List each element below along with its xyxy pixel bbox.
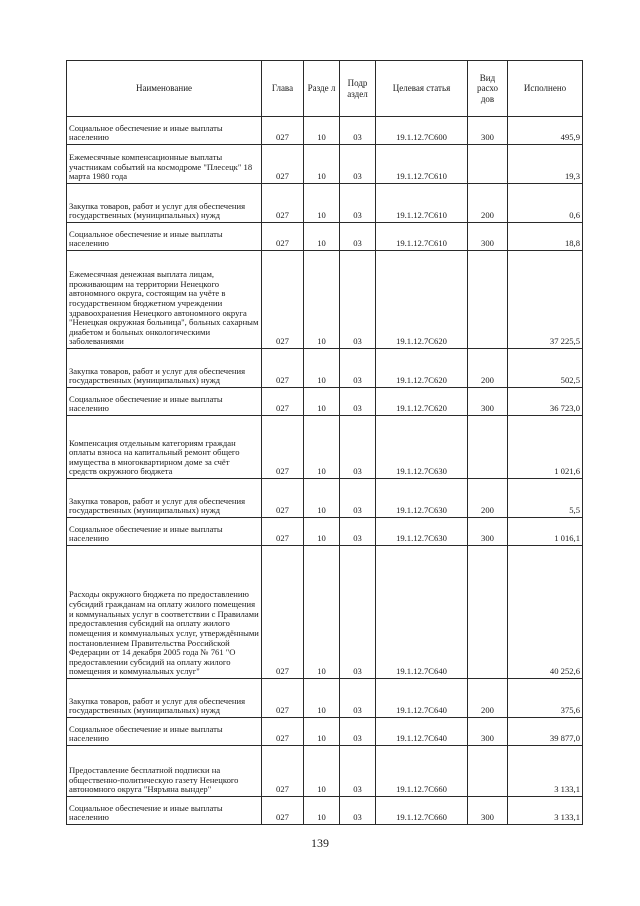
row-subsection: 03 <box>340 184 376 223</box>
table-row <box>67 184 583 223</box>
row-executed: 39 877,0 <box>508 718 583 746</box>
row-name: Предоставление бесплатной подписки на общественно-политическую газету Ненецкого автономного округа "Няръяна вындер" <box>67 746 262 797</box>
column-header-chapter: Глава <box>262 61 304 117</box>
row-executed: 36 723,0 <box>508 388 583 416</box>
row-chapter: 027 <box>262 746 304 797</box>
row-chapter: 027 <box>262 479 304 518</box>
row-type <box>468 145 508 184</box>
row-name: Закупка товаров, работ и услуг для обеспечения государственных (муниципальных) нужд <box>67 349 262 388</box>
row-type <box>468 746 508 797</box>
row-target: 19.1.12.7С660 <box>376 797 468 825</box>
row-chapter: 027 <box>262 251 304 349</box>
column-header-subsection: Подр аздел <box>340 61 376 117</box>
row-section: 10 <box>304 349 340 388</box>
row-chapter: 027 <box>262 679 304 718</box>
row-name: Социальное обеспечение и иные выплаты населению <box>67 223 262 251</box>
row-target: 19.1.12.7С640 <box>376 679 468 718</box>
row-target: 19.1.12.7С610 <box>376 145 468 184</box>
row-type: 300 <box>468 388 508 416</box>
row-subsection: 03 <box>340 145 376 184</box>
row-chapter: 027 <box>262 797 304 825</box>
row-name: Ежемесячная денежная выплата лицам, проживающим на территории Ненецкого автономного округа, состоящим на учёте в государственном бюджетном учреждении здравоохранения Ненецкого автономного округа "Ненецкая окружная больница", больных сахарным диабетом и больных онкологическими заболеваниями <box>67 251 262 349</box>
row-chapter: 027 <box>262 184 304 223</box>
row-section: 10 <box>304 546 340 679</box>
row-section: 10 <box>304 223 340 251</box>
row-executed: 495,9 <box>508 117 583 145</box>
row-executed: 1 021,6 <box>508 416 583 479</box>
row-target: 19.1.12.7С610 <box>376 184 468 223</box>
row-type: 300 <box>468 518 508 546</box>
row-executed: 40 252,6 <box>508 546 583 679</box>
row-executed: 375,6 <box>508 679 583 718</box>
row-executed: 18,8 <box>508 223 583 251</box>
row-chapter: 027 <box>262 518 304 546</box>
row-subsection: 03 <box>340 251 376 349</box>
row-chapter: 027 <box>262 349 304 388</box>
page-number: 139 <box>311 836 329 850</box>
row-subsection: 03 <box>340 223 376 251</box>
row-target: 19.1.12.7С640 <box>376 718 468 746</box>
row-type <box>468 251 508 349</box>
row-section: 10 <box>304 145 340 184</box>
column-header-executed: Исполнено <box>508 61 583 117</box>
row-subsection: 03 <box>340 718 376 746</box>
row-type <box>468 416 508 479</box>
row-subsection: 03 <box>340 117 376 145</box>
table-row <box>67 746 583 797</box>
table-row <box>67 679 583 718</box>
table-row <box>67 479 583 518</box>
row-name: Ежемесячные компенсационные выплаты участникам событий на космодроме "Плесецк" 18 марта 1980 года <box>67 145 262 184</box>
table-row <box>67 416 583 479</box>
row-type: 300 <box>468 117 508 145</box>
row-subsection: 03 <box>340 349 376 388</box>
row-chapter: 027 <box>262 416 304 479</box>
row-chapter: 027 <box>262 546 304 679</box>
row-target: 19.1.12.7С620 <box>376 349 468 388</box>
row-section: 10 <box>304 117 340 145</box>
row-subsection: 03 <box>340 797 376 825</box>
row-executed: 37 225,5 <box>508 251 583 349</box>
row-section: 10 <box>304 479 340 518</box>
row-subsection: 03 <box>340 416 376 479</box>
row-chapter: 027 <box>262 388 304 416</box>
table-row <box>67 349 583 388</box>
row-chapter: 027 <box>262 718 304 746</box>
row-name: Расходы окружного бюджета по предоставлению субсидий гражданам на оплату жилого помещения и коммунальных услуг в соответствии с Правилами предоставления субсидий на оплату жилого помещения и коммунальных услуг, утверждёнными постановлением Правительства Российской Федерации от 14 декабря 2005 года № 761 "О предоставлении субсидий на оплату жилого помещения и коммунальных услуг" <box>67 546 262 679</box>
row-target: 19.1.12.7С620 <box>376 251 468 349</box>
row-section: 10 <box>304 416 340 479</box>
row-type: 300 <box>468 797 508 825</box>
row-type <box>468 546 508 679</box>
row-section: 10 <box>304 746 340 797</box>
row-target: 19.1.12.7С610 <box>376 223 468 251</box>
row-executed: 1 016,1 <box>508 518 583 546</box>
row-section: 10 <box>304 518 340 546</box>
row-subsection: 03 <box>340 479 376 518</box>
row-type: 300 <box>468 223 508 251</box>
row-name: Социальное обеспечение и иные выплаты населению <box>67 388 262 416</box>
row-target: 19.1.12.7С640 <box>376 546 468 679</box>
row-chapter: 027 <box>262 223 304 251</box>
row-executed: 0,6 <box>508 184 583 223</box>
row-target: 19.1.12.7С630 <box>376 518 468 546</box>
row-section: 10 <box>304 184 340 223</box>
row-subsection: 03 <box>340 679 376 718</box>
table-row <box>67 718 583 746</box>
row-section: 10 <box>304 251 340 349</box>
row-name: Социальное обеспечение и иные выплаты населению <box>67 117 262 145</box>
row-executed: 3 133,1 <box>508 746 583 797</box>
row-target: 19.1.12.7С630 <box>376 479 468 518</box>
row-subsection: 03 <box>340 518 376 546</box>
budget-table <box>66 60 583 825</box>
column-header-target: Целевая статья <box>376 61 468 117</box>
row-target: 19.1.12.7С630 <box>376 416 468 479</box>
row-target: 19.1.12.7С600 <box>376 117 468 145</box>
row-executed: 5,5 <box>508 479 583 518</box>
row-section: 10 <box>304 797 340 825</box>
row-target: 19.1.12.7С620 <box>376 388 468 416</box>
row-name: Закупка товаров, работ и услуг для обеспечения государственных (муниципальных) нужд <box>67 184 262 223</box>
row-chapter: 027 <box>262 145 304 184</box>
row-subsection: 03 <box>340 388 376 416</box>
row-section: 10 <box>304 679 340 718</box>
table-row <box>67 223 583 251</box>
row-name: Компенсация отдельным категориям граждан оплаты взноса на капитальный ремонт общего имущества в многоквартирном доме за счёт средств окружного бюджета <box>67 416 262 479</box>
table-row <box>67 145 583 184</box>
table-row <box>67 518 583 546</box>
row-executed: 3 133,1 <box>508 797 583 825</box>
row-subsection: 03 <box>340 746 376 797</box>
table-row <box>67 388 583 416</box>
row-subsection: 03 <box>340 546 376 679</box>
table-row <box>67 546 583 679</box>
row-executed: 502,5 <box>508 349 583 388</box>
column-header-name: Наименование <box>67 61 262 117</box>
table-row <box>67 797 583 825</box>
row-name: Социальное обеспечение и иные выплаты населению <box>67 797 262 825</box>
row-executed: 19,3 <box>508 145 583 184</box>
row-name: Социальное обеспечение и иные выплаты населению <box>67 518 262 546</box>
table-row <box>67 251 583 349</box>
row-type: 200 <box>468 479 508 518</box>
table-row <box>67 117 583 145</box>
row-name: Закупка товаров, работ и услуг для обеспечения государственных (муниципальных) нужд <box>67 679 262 718</box>
row-type: 200 <box>468 184 508 223</box>
row-name: Социальное обеспечение и иные выплаты населению <box>67 718 262 746</box>
row-type: 200 <box>468 679 508 718</box>
table-header-row <box>67 61 583 117</box>
column-header-type: Вид расхо дов <box>468 61 508 117</box>
row-type: 300 <box>468 718 508 746</box>
column-header-section: Разде л <box>304 61 340 117</box>
row-section: 10 <box>304 718 340 746</box>
row-section: 10 <box>304 388 340 416</box>
row-chapter: 027 <box>262 117 304 145</box>
row-type: 200 <box>468 349 508 388</box>
row-name: Закупка товаров, работ и услуг для обеспечения государственных (муниципальных) нужд <box>67 479 262 518</box>
row-target: 19.1.12.7С660 <box>376 746 468 797</box>
